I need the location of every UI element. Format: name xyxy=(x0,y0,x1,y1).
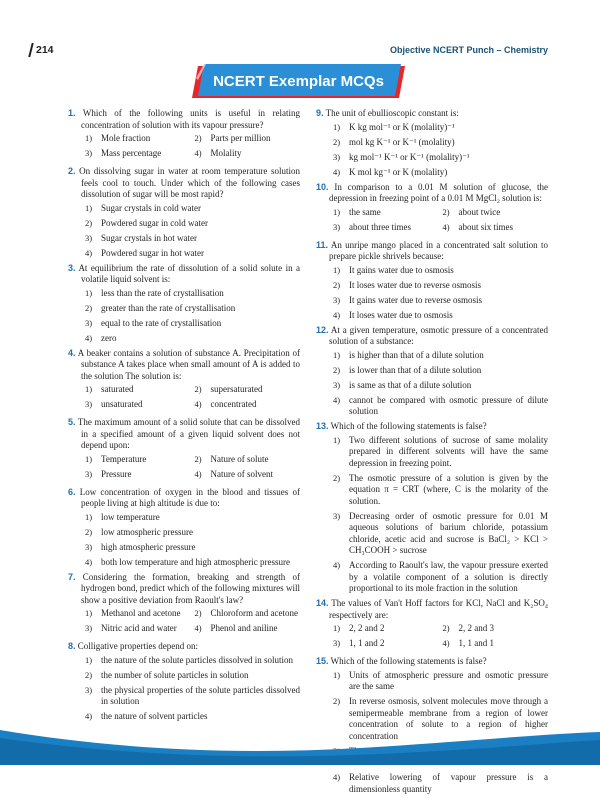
option-text: It loses water due to osmosis xyxy=(349,309,453,320)
option xyxy=(81,512,300,524)
option-text: K mol kg⁻¹ or K (molality) xyxy=(349,166,448,177)
option-text: is higher than that of a dilute solution xyxy=(349,349,484,360)
right-column xyxy=(316,108,548,799)
option xyxy=(81,557,300,569)
option-text: mol kg K⁻¹ or K⁻¹ (molality) xyxy=(349,136,455,147)
option-number: 1) xyxy=(333,669,341,680)
option xyxy=(329,152,548,164)
question xyxy=(316,240,548,322)
question-number: 13. xyxy=(316,421,329,431)
option xyxy=(439,207,549,219)
option xyxy=(81,318,300,330)
question-text: Which of the following units is useful in relating concentration of solution with its vapour pressure? xyxy=(81,108,300,130)
option-text: Nature of solvent xyxy=(210,468,273,479)
left-column xyxy=(68,108,300,726)
question-stem xyxy=(316,108,548,120)
options xyxy=(68,655,300,723)
option-number: 2) xyxy=(333,696,341,706)
option xyxy=(81,148,191,160)
question-stem xyxy=(316,656,548,668)
option-number: 3) xyxy=(85,399,93,409)
options xyxy=(68,203,300,260)
question xyxy=(316,421,548,595)
option-text: about six times xyxy=(458,221,513,232)
option xyxy=(81,384,191,396)
question-text: Which of the following statements is false? xyxy=(330,656,487,666)
option xyxy=(191,454,301,466)
option-number: 3) xyxy=(333,379,341,390)
option-number: 3) xyxy=(333,221,341,232)
option-text: is same as that of a dilute solution xyxy=(349,379,472,390)
option-text: Decreasing order of osmotic pressure for 0.01 M aqueous solutions of barium chloride, potassium chloride, acetic acid and sucrose is BaCl₂ > KCl > CH₃COOH > sucrose xyxy=(349,510,548,555)
options xyxy=(68,608,300,638)
option-text: the same xyxy=(349,206,381,217)
option-text: is lower than that of a dilute solution xyxy=(349,364,482,375)
option xyxy=(329,623,439,635)
option xyxy=(329,310,548,322)
question-text: An unripe mango placed in a concentrated salt solution to prepare pickle shrivels because: xyxy=(329,239,548,261)
question-number: 2. xyxy=(68,166,76,176)
option-number: 4) xyxy=(194,468,202,479)
option xyxy=(329,435,548,470)
option xyxy=(329,207,439,219)
option-text: the nature of solvent particles xyxy=(101,711,208,721)
option-text: Relative lowering of vapour pressure is a dimensionless quantity xyxy=(349,772,548,794)
option-number: 4) xyxy=(85,556,93,567)
question xyxy=(68,487,300,569)
option-text: K kg mol⁻¹ or K (molality)⁻¹ xyxy=(349,121,455,132)
option xyxy=(191,469,301,481)
question-stem xyxy=(68,263,300,286)
option xyxy=(329,638,439,650)
question-stem xyxy=(68,417,300,452)
option-text: Phenol and aniline xyxy=(210,623,278,633)
option xyxy=(81,542,300,554)
option-number: 4) xyxy=(442,221,450,232)
option-text: concentrated xyxy=(210,399,257,409)
option-number: 1) xyxy=(85,654,93,665)
question-stem xyxy=(68,348,300,383)
question-stem xyxy=(68,572,300,607)
option xyxy=(81,623,191,635)
option-text: It loses water due to reverse osmosis xyxy=(349,279,481,290)
options xyxy=(316,350,548,418)
option-number: 4) xyxy=(333,394,341,405)
option xyxy=(191,399,301,411)
question-stem xyxy=(316,240,548,263)
option-text: 1, 1 and 1 xyxy=(458,638,494,648)
option-number: 2) xyxy=(85,302,93,313)
option-number: 4) xyxy=(333,166,341,177)
option-number: 4) xyxy=(194,399,202,409)
option xyxy=(81,527,300,539)
option xyxy=(81,399,191,411)
option-number: 2) xyxy=(85,526,93,537)
option xyxy=(81,203,300,215)
question xyxy=(68,572,300,639)
option-number: 3) xyxy=(333,151,341,162)
option-number: 1) xyxy=(85,453,93,464)
option-text: It gains water due to reverse osmosis xyxy=(349,294,482,305)
question-number: 6. xyxy=(68,486,76,497)
option xyxy=(81,670,300,682)
option-text: Nature of solute xyxy=(210,453,269,464)
option-text: kg mol⁻¹ K⁻¹ or K⁻¹ (molality)⁻¹ xyxy=(349,151,470,162)
question-text: On dissolving sugar in water at room temperature solution feels cool to touch. Under which of the following cases dissolution of sugar will be most rapid? xyxy=(79,166,301,199)
option-text: Parts per million xyxy=(210,133,271,143)
option-number: 3) xyxy=(333,638,341,648)
option-number: 2) xyxy=(442,206,450,217)
option xyxy=(81,469,191,481)
option-number: 3) xyxy=(333,510,341,521)
option xyxy=(329,280,548,292)
option-number: 3) xyxy=(85,317,93,328)
option xyxy=(329,380,548,392)
option-text: Methanol and acetone xyxy=(101,608,181,618)
question-number: 3. xyxy=(68,262,76,273)
option xyxy=(81,608,191,620)
question xyxy=(68,108,300,163)
option xyxy=(329,137,548,149)
question xyxy=(68,263,300,345)
option-text: Units of atmospheric pressure and osmotic pressure are the same xyxy=(349,669,548,691)
option xyxy=(329,295,548,307)
option-number: 4) xyxy=(85,247,93,258)
option-text: supersaturated xyxy=(210,384,263,394)
question-text: Colligative properties depend on: xyxy=(77,641,198,651)
option-number: 4) xyxy=(85,332,93,343)
option xyxy=(329,670,548,693)
option-text: equal to the rate of crystallisation xyxy=(101,317,222,328)
option-number: 4) xyxy=(194,148,202,158)
question-stem xyxy=(68,487,300,510)
option-number: 1) xyxy=(333,206,341,217)
options xyxy=(68,454,300,484)
option xyxy=(81,655,300,667)
question xyxy=(316,325,548,418)
question-text: Which of the following statements is false? xyxy=(330,421,487,431)
option-number: 2) xyxy=(333,364,341,375)
option-number: 3) xyxy=(85,232,93,243)
option-text: 2, 2 and 3 xyxy=(458,623,494,633)
question-stem xyxy=(316,421,548,433)
option xyxy=(439,222,549,234)
question xyxy=(68,641,300,723)
section-banner xyxy=(192,62,405,102)
question-number: 1. xyxy=(68,108,76,118)
option-text: cannot be compared with osmotic pressure of dilute solution xyxy=(349,394,548,416)
question-stem xyxy=(68,108,300,131)
option-text: high atmospheric pressure xyxy=(101,541,196,552)
option xyxy=(81,218,300,230)
option-text: greater than the rate of crystallisation xyxy=(101,302,236,313)
option-number: 2) xyxy=(442,623,450,633)
question-number: 5. xyxy=(68,417,76,427)
question-text: At a given temperature, osmotic pressure of a concentrated solution of a substance: xyxy=(329,324,548,346)
option-number: 4) xyxy=(333,772,341,782)
option xyxy=(191,608,301,620)
option-number: 4) xyxy=(333,560,341,570)
question-number: 7. xyxy=(68,571,76,582)
option xyxy=(329,122,548,134)
option xyxy=(191,623,301,635)
option-text: Molality xyxy=(210,148,242,158)
option-text: less than the rate of crystallisation xyxy=(101,287,224,298)
option xyxy=(81,333,300,345)
option-text: Chloroform and acetone xyxy=(210,608,298,618)
option-number: 2) xyxy=(333,136,341,147)
option-number: 2) xyxy=(194,133,202,143)
option-number: 4) xyxy=(333,309,341,320)
page-number: 214 xyxy=(30,44,54,56)
question-text: The values of Van't Hoff factors for KCl, NaCl and K₂SO₄ respectively are: xyxy=(329,598,548,620)
options xyxy=(316,265,548,322)
option-number: 1) xyxy=(333,264,341,275)
option xyxy=(81,685,300,708)
options xyxy=(316,435,548,595)
option-text: Temperature xyxy=(101,453,147,464)
question-number: 11. xyxy=(316,239,329,250)
options xyxy=(68,133,300,163)
question-stem xyxy=(316,182,548,205)
option-number: 3) xyxy=(333,294,341,305)
option-text: zero xyxy=(101,332,117,343)
question-number: 4. xyxy=(68,347,76,358)
option-text: 1, 1 and 2 xyxy=(349,638,385,648)
option-number: 1) xyxy=(85,133,93,143)
question-number: 10. xyxy=(316,181,329,192)
banner-title: NCERT Exemplar MCQs xyxy=(213,73,384,90)
option-text: unsaturated xyxy=(101,399,143,409)
option-number: 1) xyxy=(85,287,93,298)
question-number: 15. xyxy=(316,656,329,666)
question-text: In comparison to a 0.01 M solution of glucose, the depression in freezing point of a 0.01 M MgCl₂ solution is: xyxy=(329,181,549,203)
option xyxy=(329,222,439,234)
option-number: 1) xyxy=(85,202,93,213)
option-text: Two different solutions of sucrose of same molality prepared in different solvents will have the same depression in freezing point. xyxy=(349,434,548,468)
option xyxy=(329,265,548,277)
option xyxy=(329,560,548,595)
question-text: A beaker contains a solution of substance A. Precipitation of substance A takes place when small amount of A is added to the solution The solution is: xyxy=(77,347,300,381)
question xyxy=(68,417,300,484)
question-text: At equilibrium the rate of dissolution of a solid solute in a volatile liquid solvent is: xyxy=(78,262,300,284)
option xyxy=(329,511,548,557)
option-number: 4) xyxy=(85,711,93,721)
option xyxy=(329,365,548,377)
question-text: Low concentration of oxygen in the blood and tissues of people living at high altitude is due to: xyxy=(79,486,300,508)
option-text: Sugar crystals in hot water xyxy=(101,232,197,243)
options xyxy=(68,288,300,345)
running-head: Objective NCERT Punch – Chemistry xyxy=(389,45,548,55)
option-number: 4) xyxy=(442,638,450,648)
option-text: The osmotic pressure of a solution is given by the equation π = CRT (where, C is the molarity of the solution. xyxy=(349,472,548,506)
option-number: 1) xyxy=(333,434,341,445)
question xyxy=(68,348,300,415)
option-number: 3) xyxy=(85,468,93,479)
option-text: Mole fraction xyxy=(101,133,151,143)
option-number: 3) xyxy=(85,148,93,158)
option-number: 2) xyxy=(85,217,93,228)
option-text: low atmospheric pressure xyxy=(101,526,193,537)
option xyxy=(81,288,300,300)
question xyxy=(316,182,548,237)
option-text: Mass percentage xyxy=(101,148,162,158)
option xyxy=(329,395,548,418)
option-number: 2) xyxy=(194,384,202,394)
option-text: Sugar crystals in cold water xyxy=(101,202,201,213)
option xyxy=(81,233,300,245)
question-text: The unit of ebullioscopic constant is: xyxy=(325,108,459,118)
option-number: 1) xyxy=(85,608,93,618)
option xyxy=(81,454,191,466)
option xyxy=(81,303,300,315)
question-stem xyxy=(316,325,548,348)
option-text: Pressure xyxy=(101,468,132,479)
question xyxy=(316,598,548,653)
option-text: the physical properties of the solute particles dissolved in solution xyxy=(101,684,300,706)
question-number: 8. xyxy=(68,641,76,651)
option-number: 1) xyxy=(333,623,341,633)
option xyxy=(329,350,548,362)
option-number: 2) xyxy=(194,608,202,618)
option-number: 3) xyxy=(85,623,93,633)
options xyxy=(68,512,300,569)
option xyxy=(191,148,301,160)
footer-wave-icon xyxy=(0,720,600,765)
question-text: Considering the formation, breaking and strength of hydrogen bond, predict which of the following mixtures will show a positive deviation from Raoult's law? xyxy=(81,571,301,605)
options xyxy=(316,623,548,653)
option xyxy=(81,133,191,145)
option-text: Powdered sugar in hot water xyxy=(101,247,204,258)
option xyxy=(329,473,548,508)
question-number: 14. xyxy=(316,598,329,608)
option xyxy=(191,133,301,145)
option-text: about twice xyxy=(458,206,501,217)
question-number: 9. xyxy=(316,108,324,118)
page-header xyxy=(30,44,548,60)
options xyxy=(68,384,300,414)
option xyxy=(439,623,549,635)
question xyxy=(316,108,548,178)
question xyxy=(68,166,300,259)
option-text: It gains water due to osmosis xyxy=(349,264,454,275)
option-text: both low temperature and high atmospheric pressure xyxy=(101,556,290,567)
option-number: 2) xyxy=(333,279,341,290)
option-number: 1) xyxy=(333,121,341,132)
option-number: 4) xyxy=(194,623,202,633)
option xyxy=(329,772,548,795)
option-number: 3) xyxy=(85,541,93,552)
question-stem xyxy=(316,598,548,621)
option-number: 2) xyxy=(333,472,341,483)
question-number: 12. xyxy=(316,324,329,335)
option xyxy=(191,384,301,396)
option-number: 2) xyxy=(85,669,93,680)
option-text: Powdered sugar in cold water xyxy=(101,217,208,228)
option-number: 2) xyxy=(194,453,202,464)
option-number: 1) xyxy=(85,384,93,394)
option-number: 1) xyxy=(333,349,341,360)
option-text: 2, 2 and 2 xyxy=(349,623,385,633)
question-stem xyxy=(68,641,300,653)
option-number: 3) xyxy=(85,684,93,695)
option xyxy=(81,248,300,260)
option-number: 1) xyxy=(85,511,93,522)
option xyxy=(439,638,549,650)
option-text: According to Raoult's law, the vapour pressure exerted by a volatile component of a solution is directly proportional to its mole fraction in the solution xyxy=(349,560,548,593)
options xyxy=(316,207,548,237)
question-stem xyxy=(68,166,300,201)
option-text: low temperature xyxy=(101,511,160,522)
option-text: In reverse osmosis, solvent molecules move through a semipermeable membrane from a region of lower concentration of solute to a region of higher concentration xyxy=(349,696,548,741)
option xyxy=(329,167,548,179)
question-text: The maximum amount of a solid solute that can be dissolved in a specified amount of a given liquid solvent does not depend upon: xyxy=(77,417,300,450)
option-text: the nature of the solute particles dissolved in solution xyxy=(101,654,293,665)
option-text: saturated xyxy=(101,384,134,394)
option-text: about three times xyxy=(349,221,411,232)
option-text: Nitric acid and water xyxy=(101,623,177,633)
option-text: the number of solute particles in solution xyxy=(101,669,249,680)
options xyxy=(316,122,548,179)
